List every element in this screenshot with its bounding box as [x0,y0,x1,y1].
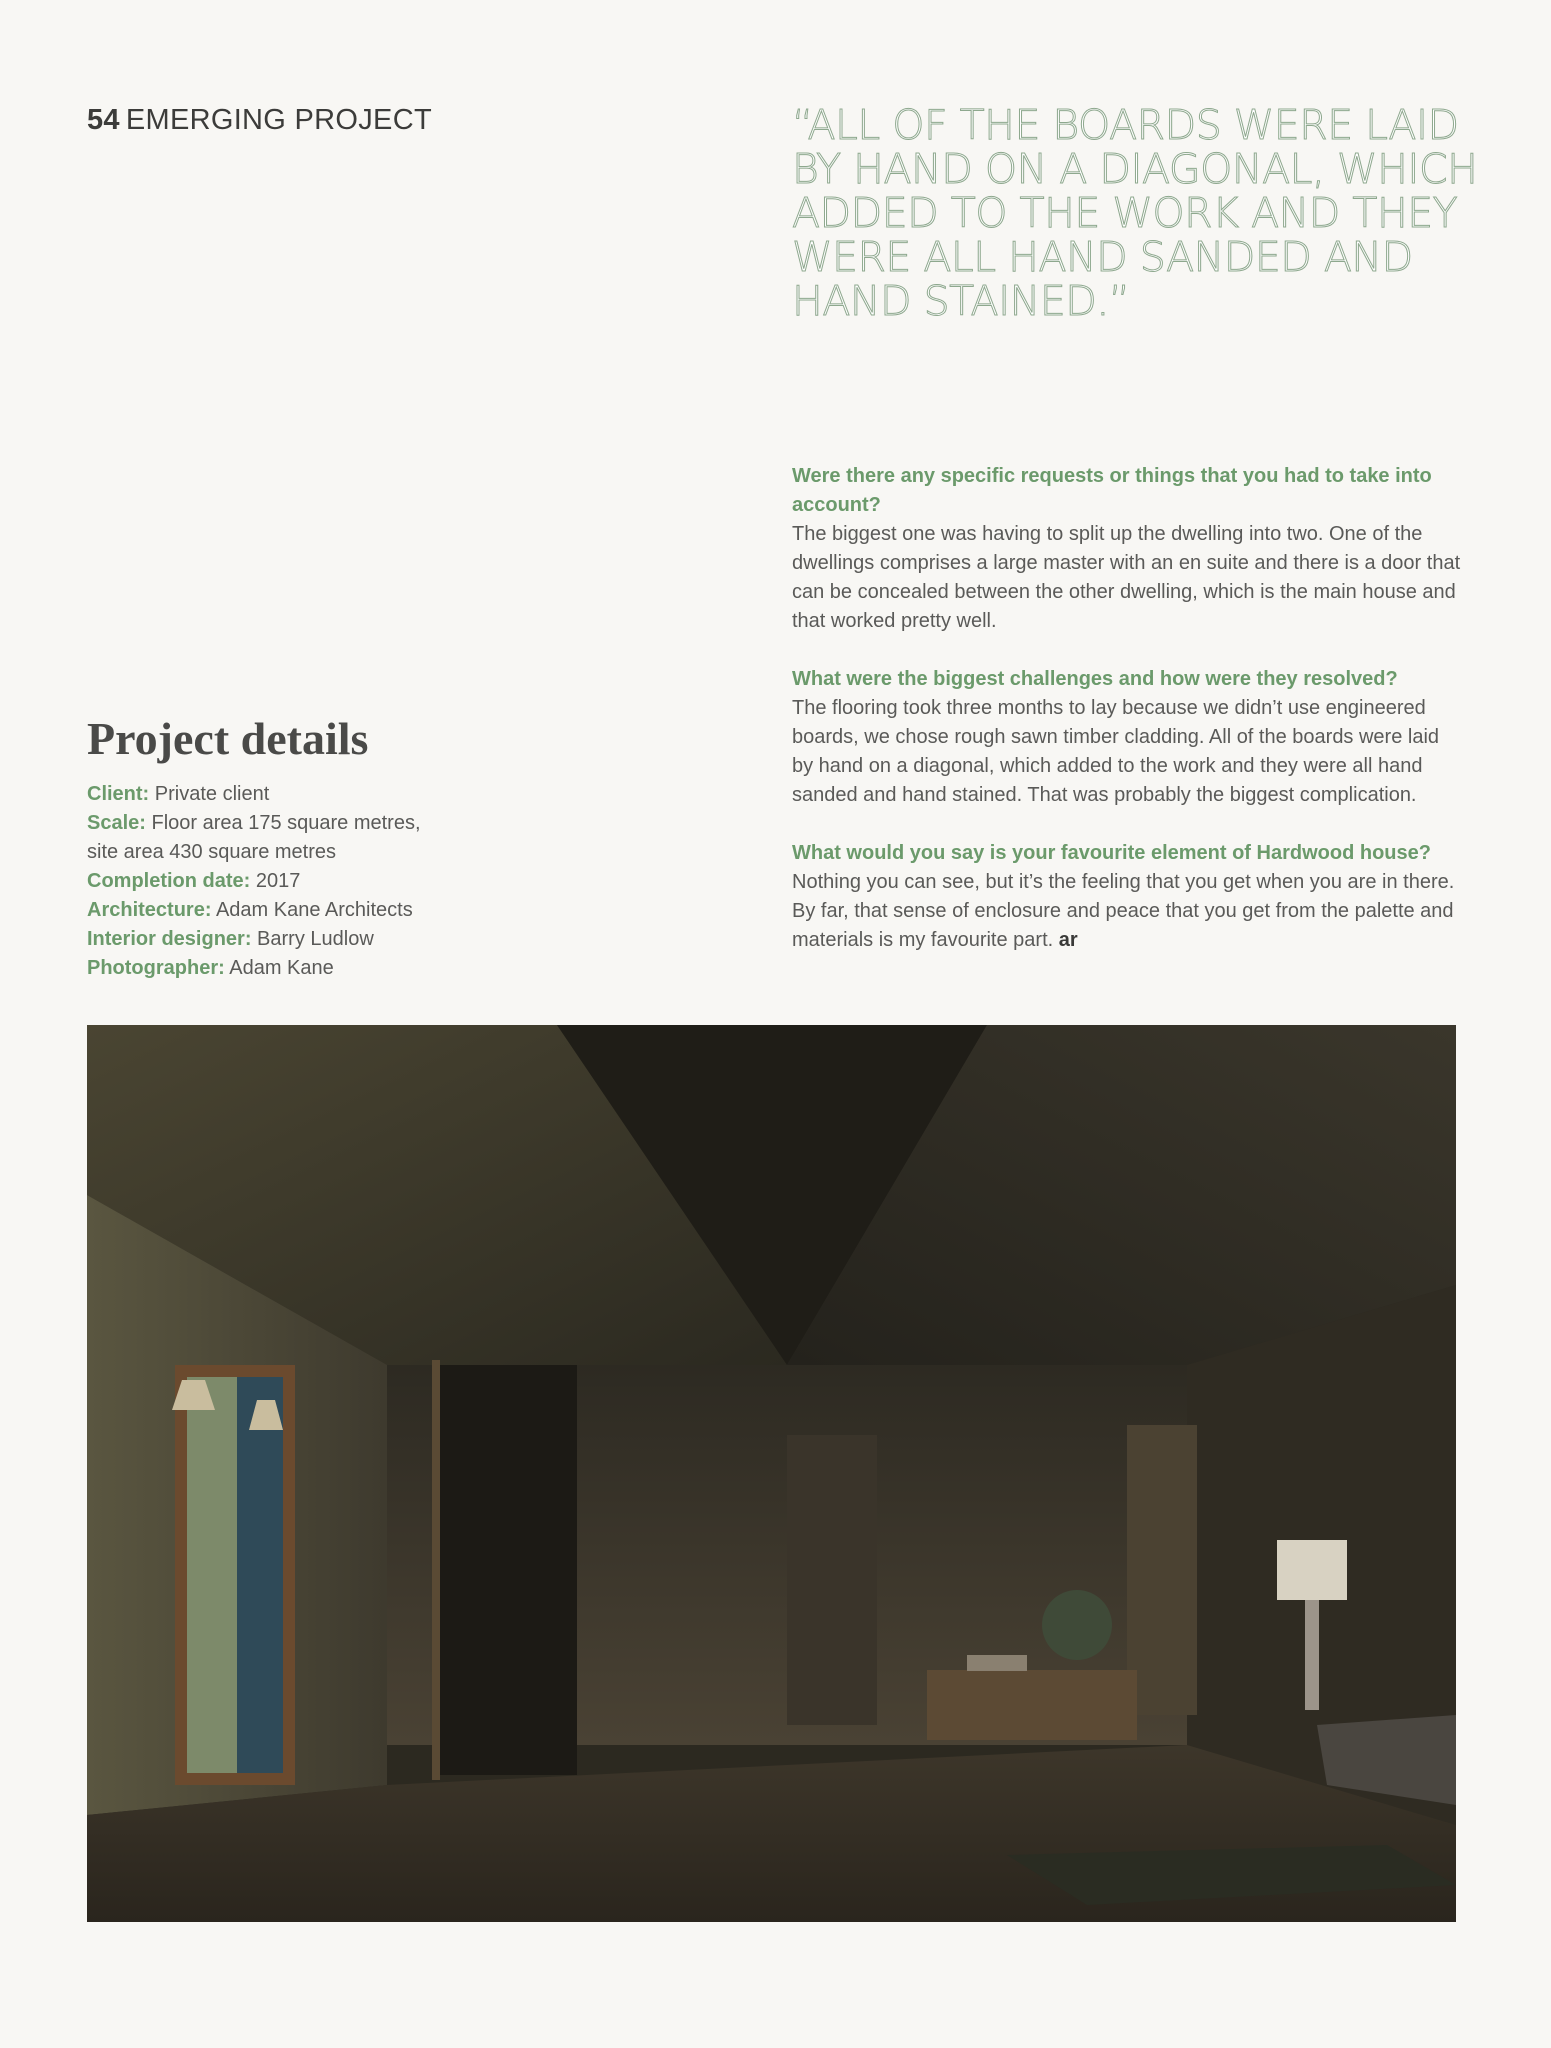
qa-block [792,665,1462,810]
qa-question: What would you say is your favourite element of Hardwood house? [792,842,1431,864]
side-door [787,1435,877,1725]
flower-arrangement [1042,1590,1112,1660]
floor-lamp-base [1305,1600,1319,1710]
sideboard [927,1670,1137,1740]
detail-interior-designer: Interior designer: Barry Ludlow [87,928,374,950]
qa-block [792,839,1462,955]
qa-block [792,462,1462,636]
tall-door [1127,1425,1197,1715]
floor-lamp-shade [1277,1540,1347,1600]
project-details-list [87,780,447,983]
detail-scale: Scale: Floor area 175 square metres, site area 430 square metres [87,812,421,863]
qa-answer: The flooring took three months to lay because we didn’t use engineered boards, we chose rough sawn timber cladding. All of the boards were laid by hand on a diagonal, which added to the work and they were all hand sanded and hand stained. That was probably the biggest complication. [792,697,1440,806]
blue-curtain [237,1377,283,1773]
qa-answer: Nothing you can see, but it’s the feeling that you get when you are in there. By far, that sense of enclosure and peace that you get from the palette and materials is my favourite part. ar [792,871,1455,951]
detail-architecture: Architecture: Adam Kane Architects [87,899,413,921]
interior-photo [87,1025,1456,1922]
page-number: 54 [87,104,120,136]
interior-photo-illustration [87,1025,1456,1922]
section-label: EMERGING PROJECT [125,104,432,136]
detail-completion-date: Completion date: 2017 [87,870,301,892]
book-stack [967,1655,1027,1671]
page-folio [87,104,432,137]
qa-answer: The biggest one was having to split up the dwelling into two. One of the dwellings comprises a large master with an en suite and there is a door that can be concealed between the other dwelling, which is the main house and that worked pretty well. [792,523,1461,632]
dark-doorway [437,1365,577,1775]
qa-question: What were the biggest challenges and how were they resolved? [792,668,1398,690]
pull-quote: “ALL OF THE BOARDS WERE LAID BY HAND ON A DIAGONAL, WHICH ADDED TO THE WORK AND THEY WERE ALL HAND SANDED AND HAND STAINED.” [792,101,1478,325]
interview-qa [792,462,1462,984]
article-signoff: ar [1058,929,1078,951]
detail-photographer: Photographer: Adam Kane [87,957,334,979]
detail-client: Client: Private client [87,783,270,805]
project-details-title: Project details [87,713,369,764]
qa-question: Were there any specific requests or things that you had to take into account? [792,465,1432,516]
doorway-trim [432,1360,440,1780]
